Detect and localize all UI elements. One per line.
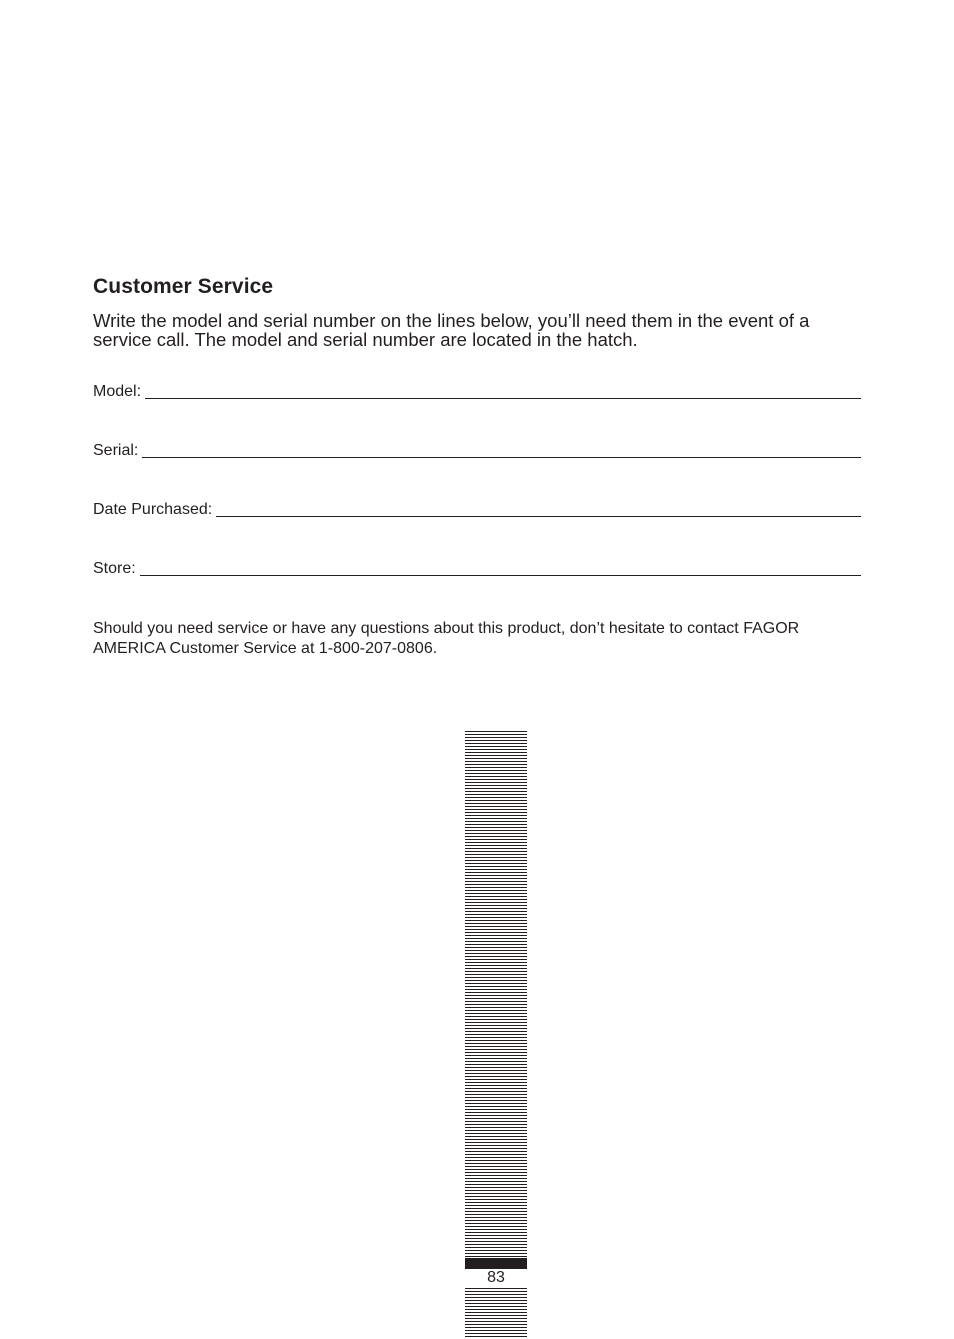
section-heading: Customer Service: [93, 275, 274, 298]
thumb-index-tab-marker: [465, 1258, 527, 1269]
model-field: [93, 383, 861, 401]
thumb-index-tab-stripes-bottom: [465, 1288, 527, 1339]
date-purchased-blank-line: [216, 502, 861, 517]
store-blank-line: [140, 561, 861, 576]
store-label: Store:: [93, 560, 136, 577]
intro-paragraph: Write the model and serial number on the lines below, you’ll need them in the event of a service call. The model and serial number are located in the hatch.: [93, 310, 810, 350]
date-purchased-field: [93, 501, 861, 519]
model-blank-line: [145, 384, 861, 399]
serial-field: [93, 442, 861, 460]
serial-label: Serial:: [93, 442, 139, 459]
contact-paragraph: Should you need service or have any questions about this product, don’t hesitate to contact FAGOR AMERICA Customer Service at 1-800-207-0806.: [93, 620, 800, 657]
thumb-index-tab-stripes: [465, 731, 527, 1257]
store-field: [93, 560, 861, 578]
serial-blank-line: [142, 443, 861, 458]
model-label: Model:: [93, 383, 142, 400]
page-number: 83: [487, 1269, 505, 1286]
date-purchased-label: Date Purchased:: [93, 501, 213, 518]
